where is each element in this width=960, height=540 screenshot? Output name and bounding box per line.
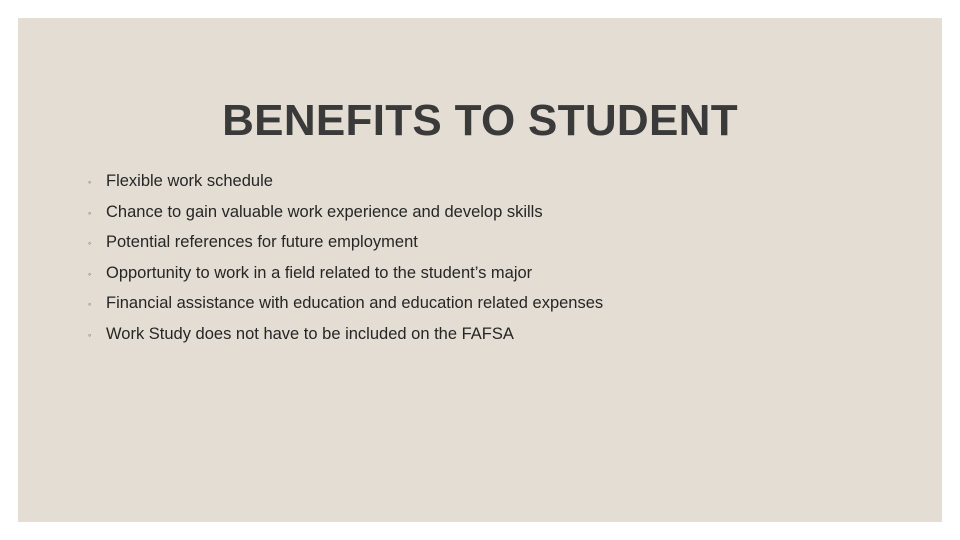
bullet-text: Flexible work schedule bbox=[106, 172, 273, 190]
bullet-text: Opportunity to work in a field related to the student’s major bbox=[106, 263, 533, 282]
bullet-item bbox=[88, 168, 603, 199]
bullet-item bbox=[88, 199, 603, 230]
bullet-text: Chance to gain valuable work experience and develop skills bbox=[106, 202, 543, 221]
bullet-item bbox=[88, 229, 603, 260]
slide-title: BENEFITS TO STUDENT bbox=[222, 96, 738, 145]
bullet-item bbox=[88, 290, 603, 321]
bullet-text: Financial assistance with education and education related expenses bbox=[106, 294, 604, 313]
bullet-marker-icon: ◦ bbox=[88, 329, 92, 340]
bullet-marker-icon: ◦ bbox=[88, 177, 92, 187]
bullet-marker-icon: ◦ bbox=[88, 207, 92, 218]
bullet-marker-icon: ◦ bbox=[88, 299, 92, 310]
bullet-item bbox=[88, 260, 603, 291]
bullet-marker-icon: ◦ bbox=[88, 268, 92, 279]
bullet-item bbox=[88, 321, 603, 352]
bullet-marker-icon: ◦ bbox=[88, 238, 92, 249]
bullet-list bbox=[88, 168, 603, 352]
bullet-text: Potential references for future employment bbox=[106, 233, 418, 252]
bullet-text: Work Study does not have to be included on the FAFSA bbox=[106, 324, 514, 343]
slide bbox=[18, 18, 942, 522]
